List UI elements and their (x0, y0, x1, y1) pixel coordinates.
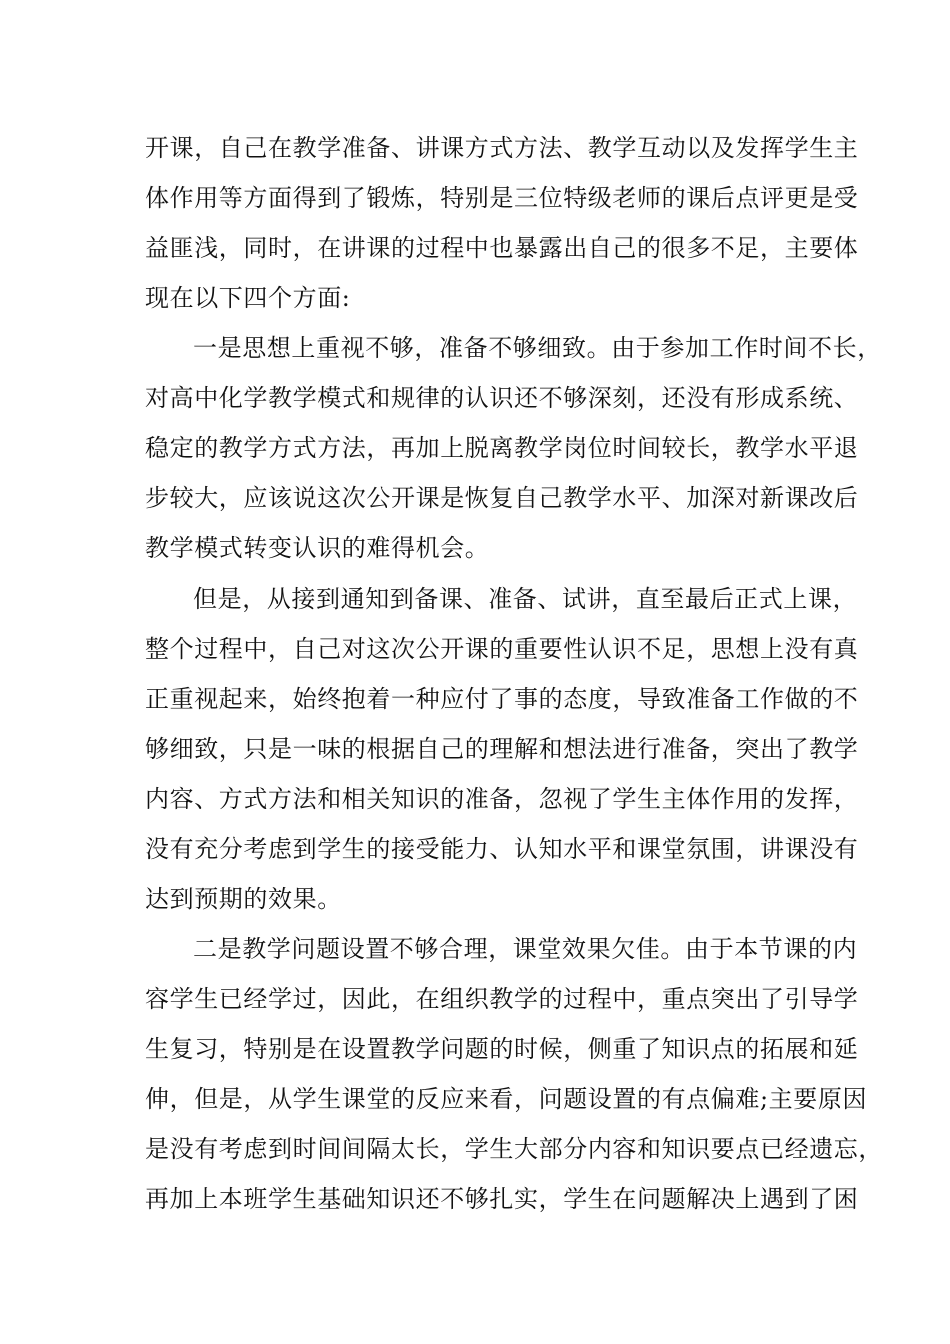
text-line: 内容、方式方法和相关知识的准备，忽视了学生主体作用的发挥， (145, 785, 859, 813)
text-line: 开课，自己在教学准备、讲课方式方法、教学互动以及发挥学生主 (145, 134, 859, 162)
text-line: 整个过程中，自己对这次公开课的重要性认识不足，思想上没有真 (145, 635, 859, 663)
text-line: 步较大，应该说这次公开课是恢复自己教学水平、加深对新课改后 (145, 484, 859, 512)
text-line: 教学模式转变认识的难得机会。 (145, 534, 490, 562)
text-line: 体作用等方面得到了锻炼，特别是三位特级老师的课后点评更是受 (145, 184, 859, 212)
text-line: 现在以下四个方面: (145, 284, 351, 312)
text-line: 伸，但是，从学生课堂的反应来看，问题设置的有点偏难;主要原因 (145, 1085, 868, 1113)
text-line: 稳定的教学方式方法，再加上脱离教学岗位时间较长，教学水平退 (145, 434, 859, 462)
text-line: 达到预期的效果。 (145, 885, 342, 913)
text-line: 没有充分考虑到学生的接受能力、认知水平和课堂氛围，讲课没有 (145, 835, 859, 863)
text-line: 够细致，只是一味的根据自己的理解和想法进行准备，突出了教学 (145, 735, 859, 763)
text-line: 容学生已经学过，因此，在组织教学的过程中，重点突出了引导学 (145, 985, 859, 1013)
text-line: 对高中化学教学模式和规律的认识还不够深刻，还没有形成系统、 (145, 384, 859, 412)
text-line: 益匪浅，同时，在讲课的过程中也暴露出自己的很多不足，主要体 (145, 234, 859, 262)
text-line: 生复习，特别是在设置教学问题的时候，侧重了知识点的拓展和延 (145, 1035, 859, 1063)
text-line: 是没有考虑到时间间隔太长，学生大部分内容和知识要点已经遗忘， (145, 1135, 883, 1163)
paragraph-first-line: 一是思想上重视不够，准备不够细致。由于参加工作时间不长， (193, 334, 882, 362)
paragraph-first-line: 二是教学问题设置不够合理，课堂效果欠佳。由于本节课的内 (193, 935, 858, 963)
text-line: 正重视起来，始终抱着一种应付了事的态度，导致准备工作做的不 (145, 685, 859, 713)
paragraph-first-line: 但是，从接到通知到备课、准备、试讲，直至最后正式上课， (193, 585, 858, 613)
text-line: 再加上本班学生基础知识还不够扎实，学生在问题解决上遇到了困 (145, 1185, 859, 1213)
